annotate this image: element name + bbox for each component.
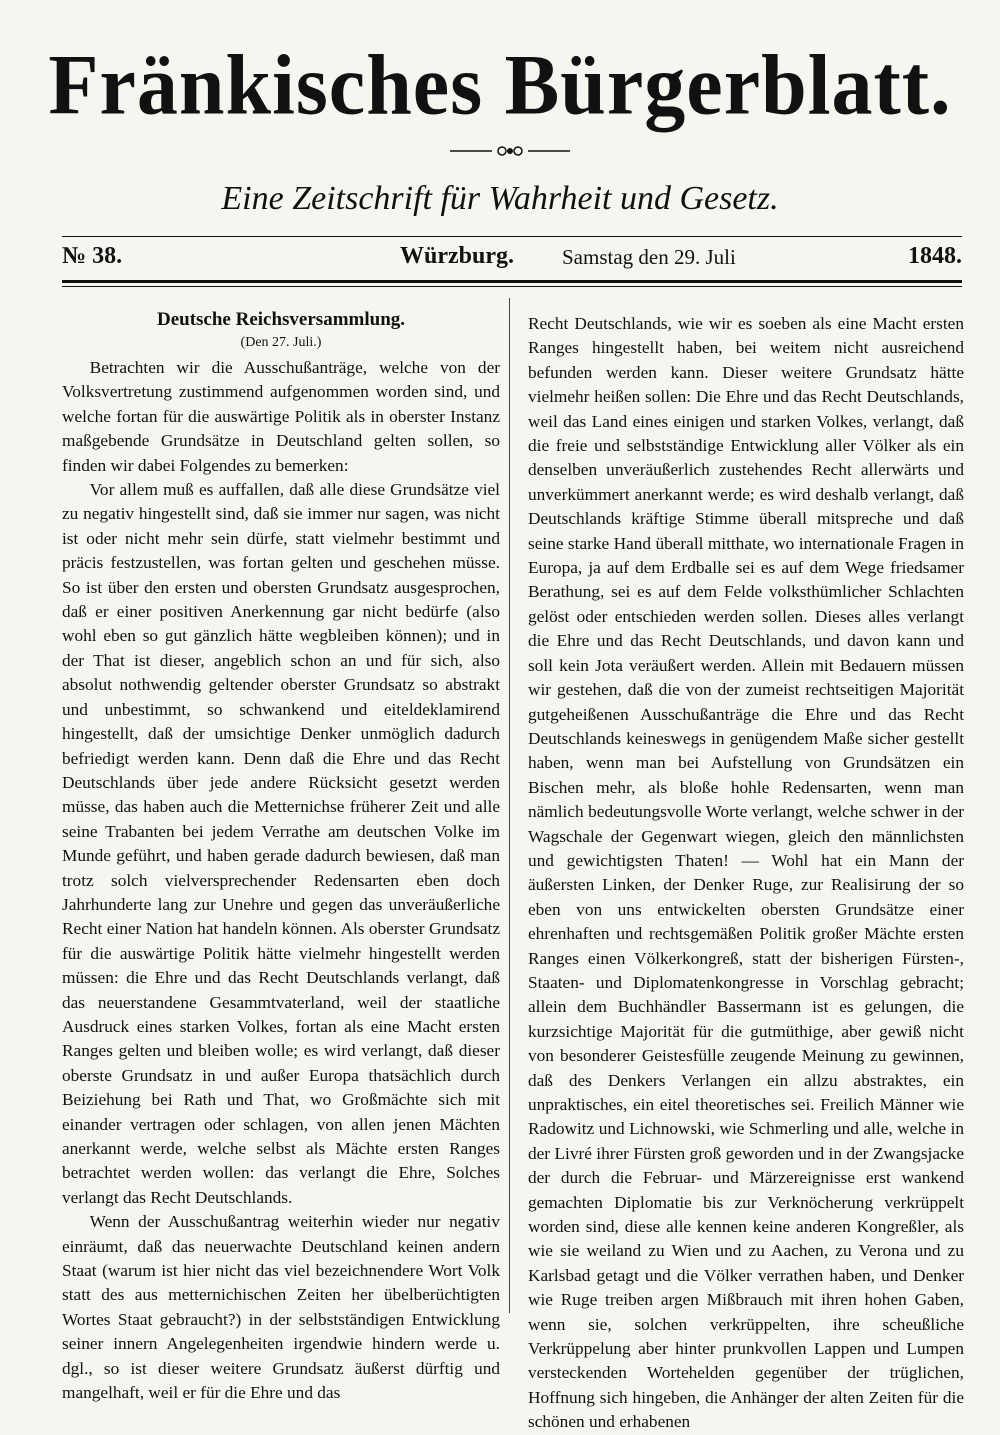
article-heading: Deutsche Reichsversammlung. — [156, 309, 406, 330]
issue-date: Samstag den 29. Juli — [562, 245, 736, 269]
issue-year: 1848. — [908, 243, 962, 269]
paragraph: Recht Deutschlands, wie wir es soeben als eine Macht ersten Ranges hingestellt haben, bei weitem nicht ausreichend befunden werden kann. Dieser weitere Grundsatz hätte vielmehr heißen sollen: Die Ehre und das Recht Deutschlands, weil das Land eines einigen und starken Volkes, verlangt, daß die freie und selbstständige Entwicklung aller Völker als ein denselben unveräußerlich zustehendes Recht allerwärts und unverkümmert anerkannt werde; es wird deshalb verlangt, daß Deutschlands kräftige Stimme überall mitspreche und daß seine starke Hand überall mitthate, wo internationale Fragen in Europa, ja auf dem Erdballe sei es auf dem Wege friedsamer Berathung, sei es auf dem Felde volksthümlicher Schlachten gelöst oder entschieden werden sollen. Dieses alles verlangt die Ehre und das Recht Deutschlands, und davon kann und soll kein Jota veräußert werden. Allein mit Bedauern müssen wir gestehen, daß die von der zumeist rechtseitigen Majorität gutgeheißenen Ausschußanträge die Ehre und das Recht Deutschlands keineswegs in genügendem Maße sicher gestellt haben, wenn man bei Aufstellung von Grundsätzen ein Bischen mehr, als bloße hohle Redensarten, wenn man nämlich bedeutungsvolle Worte verlangt, welche schwer in der Wagschale der Gegenwart wiegen, gleich den männlichsten und gewichtigsten Thaten! — Wohl hat ein Mann der äußersten Linken, der Denker Ruge, zur Realisirung der so eben von uns entwickelten obersten Grundsätze einer ehrenhaften und rechtsgemäßen Politik großer Mächte ersten Ranges einen Völkerkongreß, statt der bisherigen Fürsten-, Staaten- und Diplomatenkongresse in Vorschlag gebracht; allein dem Buchhändler Bassermann ist es gelungen, die kurzsichtige Majorität für die gutmüthige, aber gewiß nicht von besonderer Geistesfülle zeugende Meinung zu gewinnen, daß des Denkers Verlangen ein allzu abstraktes, ein unpraktisches, ein eitel theoretisches sei. Freilich Männer wie Radowitz und Lichnowski, wie Schmerling und alle, welche in der Livré ihrer Fürsten groß geworden und in der Zwangsjacke der durch die Februar- und Märzereignisse erst wankend gemachten Diplomatie bis zur Verknöcherung verkrüppelt worden sind, diese alle kennen keine anderen Kongreßler, als wie sie weiland zu Wien und zu Aachen, zu Verona und zu Karlsbad getagt und die Völker verrathen haben, und Denker wie Ruge treiben argen Mißbrauch mit ihren hohen Gaben, wenn sie, solchen verkrüppelten, ihre scheußliche Verkrüppelung aber hinter prunkvollen Lappen und Lumpen versteckenden Wortehelden gegenüber der trüglichen, Hoffnung sich hingeben, die Anhänger der alten Zeiten für die schönen und erhabenen — [528, 314, 964, 1432]
right-column — [528, 312, 964, 1435]
double-rule-thick — [62, 280, 962, 283]
article-dateline: (Den 27. Juli.) — [240, 335, 322, 350]
double-rule-thin — [62, 286, 962, 287]
column-separator — [509, 298, 510, 1313]
paragraph: Vor allem muß es auffallen, daß alle diese Grundsätze viel zu negativ hingestellt sind, daß sie immer nur sagen, was nicht ist oder nicht mehr sein dürfe, statt vielmehr bestimmt und präcis festzustellen, was fortan gelten und geschehen müsse. So ist über den ersten und obersten Grundsatz ausgesprochen, daß er einer positiven Anerkennung gar nicht bedürfe (also wohl eben so gut gänzlich hätte wegbleiben können); und in der That ist dieser, angeblich schon an und für sich, also absolut nothwendig geltender oberster Grundsatz so abstrakt und unbestimmt, so schwankend und eiteldeklamirend hingestellt, daß der umsichtige Denker unmöglich dadurch befriedigt werden kann. Denn daß die Ehre und das Recht Deutschlands über jede andere Rücksicht gesetzt werden müsse, das haben auch die Metternichse früherer Zeit und alle seine Trabanten bei jedem Verrathe am deutschen Volke im Munde geführt, und haben gerade dadurch bewiesen, daß man trotz solch vielversprechender Redensarten eben doch Jahrhunderte lang zur Unehre und gegen das unveräußerliche Recht einer Nation hat handeln können. Als oberster Grundsatz für die auswärtige Politik hätte vielmehr hingestellt werden müssen: die Ehre und das Recht Deutschlands verlangt, daß das neuerstandene Gesammtvaterland, weil der staatliche Ausdruck eines starken Volkes, fortan als eine Macht ersten Ranges gelten und bleiben wolle; es wird verlangt, daß dieser oberste Grundsatz in und außer Europa thatsächlich durch Beiziehung bei Rath und That, wo Großmächte sich mit einander vertragen oder schlagen, von allen jenen Mächten anerkannt werde, welche selbst als Mächte ersten Ranges betrachtet werden wollen: das verlangt die Ehre, Solches verlangt das Recht Deutschlands. — [62, 480, 500, 1207]
issue-line — [62, 243, 962, 273]
issue-number: № 38. — [62, 243, 123, 269]
issue-place: Würzburg. — [400, 243, 514, 269]
left-column — [62, 308, 500, 1405]
masthead-title: Fränkisches Bürgerblatt. — [48, 36, 952, 133]
paragraph: Wenn der Ausschußantrag weiterhin wieder nur negativ einräumt, daß das neuerwachte Deutschland keinen andern Staat (warum ist hier nicht das viel bezeichnendere Wort Volk statt des aus metternichischen Zeiten her übelberüchtigten Wortes Staat gebraucht?) in der selbstständigen Entwicklung seiner innern Angelegenheiten irgendwie hindern werde u. dgl., so ist dieser weitere Grundsatz äußerst dürftig und mangelhaft, weil er für die Ehre und das — [62, 1212, 500, 1403]
top-rule — [62, 236, 962, 237]
paragraph: Betrachten wir die Ausschußanträge, welche von der Volksvertretung zustimmend aufgenommen worden sind, und welche fortan für die auswärtige Politik als in oberster Instanz maßgebende Grundsätze in Deutschland gelten sollen, so finden wir dabei Folgendes zu bemerken: — [62, 358, 500, 475]
ornament-divider-icon — [450, 143, 570, 159]
masthead-subtitle: Eine Zeitschrift für Wahrheit und Gesetz. — [221, 180, 779, 217]
